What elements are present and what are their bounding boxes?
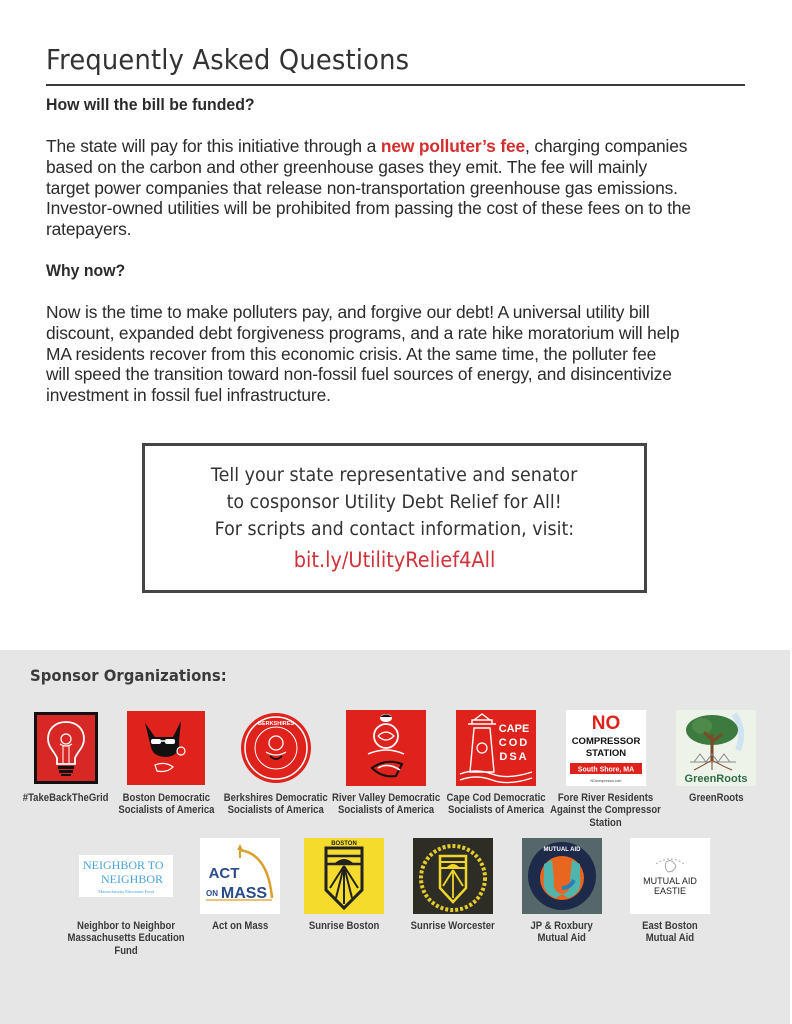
svg-text:MUTUAL AID: MUTUAL AID bbox=[643, 876, 697, 886]
sponsor-neighbor-to-neighbor bbox=[66, 838, 186, 957]
svg-text:MUTUAL AID: MUTUAL AID bbox=[543, 847, 581, 853]
utility-relief-link[interactable]: bit.ly/UtilityRelief4All bbox=[293, 547, 496, 572]
faq-answer-funding bbox=[46, 136, 746, 240]
svg-text:ACT: ACT bbox=[208, 865, 240, 882]
polluter-fee-link[interactable]: new polluter’s fee bbox=[380, 136, 526, 156]
svg-text:DSA: DSA bbox=[499, 751, 529, 763]
mutual-aid-eastie-wordmark bbox=[630, 838, 710, 914]
cta-line: For scripts and contact information, visit: bbox=[214, 517, 575, 540]
svg-text:CAPE: CAPE bbox=[498, 723, 530, 735]
sponsor-name: River Valley Democratic Socialists of America bbox=[331, 792, 441, 817]
sponsor-cape-cod-dsa bbox=[436, 710, 556, 817]
svg-text:GreenRoots: GreenRoots bbox=[684, 773, 748, 785]
sponsor-name: Boston Democratic Socialists of America bbox=[117, 792, 215, 817]
answer-line: Investor-owned utilities will be prohibited from passing the cost of these fees on to the bbox=[46, 198, 691, 219]
sponsor-name: #TakeBackTheGrid bbox=[23, 792, 109, 804]
svg-text:NOcompressor.com: NOcompressor.com bbox=[590, 779, 622, 783]
sponsors-title: Sponsor Organizations: bbox=[30, 666, 227, 685]
sponsor-name: Cape Cod Democratic Socialists of America bbox=[446, 792, 546, 817]
svg-text:COMPRESSOR: COMPRESSOR bbox=[571, 736, 641, 747]
answer-line: MA residents recover from this economic crisis. At the same time, the polluter fee bbox=[46, 343, 657, 364]
sponsor-berkshires-dsa bbox=[216, 710, 336, 817]
sponsor-greenroots bbox=[656, 710, 776, 804]
faq-question-why-now: Why now? bbox=[46, 261, 126, 280]
sponsor-river-valley-dsa bbox=[326, 710, 446, 817]
svg-text:BOSTON: BOSTON bbox=[331, 841, 357, 847]
rose-bird-icon bbox=[346, 710, 426, 786]
sponsor-fore-river-residents bbox=[546, 710, 666, 829]
sponsor-sunrise-worcester bbox=[393, 838, 513, 932]
lighthouse-icon bbox=[456, 710, 536, 786]
mutual-aid-arms-icon bbox=[522, 838, 602, 914]
sponsor-name: Fore River Residents Against the Compressor Station bbox=[550, 792, 662, 829]
svg-text:Massachusetts Education Fund: Massachusetts Education Fund bbox=[98, 889, 154, 894]
svg-text:EASTIE: EASTIE bbox=[653, 886, 687, 896]
sponsor-jp-roxbury-mutual-aid bbox=[502, 838, 622, 945]
sponsor-name: Berkshires Democratic Socialists of America bbox=[224, 792, 328, 817]
sponsor-east-boston-mutual-aid bbox=[610, 838, 730, 945]
sunrise-wreath-icon bbox=[413, 838, 493, 914]
sponsor-section bbox=[0, 650, 790, 1024]
sponsor-boston-dsa bbox=[106, 710, 226, 817]
tree-roots-icon bbox=[676, 710, 756, 786]
sponsor-name: Sunrise Boston bbox=[308, 920, 380, 932]
svg-text:COD: COD bbox=[498, 737, 530, 749]
svg-text:STATION: STATION bbox=[585, 748, 627, 759]
svg-text:ON: ON bbox=[206, 889, 218, 898]
act-on-mass-wordmark bbox=[200, 838, 280, 914]
title-divider bbox=[46, 84, 745, 86]
n2n-wordmark bbox=[78, 838, 174, 914]
sponsor-name: Act on Mass bbox=[211, 920, 269, 932]
faq-section bbox=[46, 40, 746, 406]
lightbulb-rose-icon bbox=[26, 710, 106, 786]
answer-line: based on the carbon and other greenhouse gases they emit. The fee will mainly bbox=[46, 156, 648, 177]
svg-text:South Shore, MA: South Shore, MA bbox=[577, 766, 635, 774]
sponsor-name: Neighbor to Neighbor Massachusetts Education Fund bbox=[67, 920, 185, 957]
sponsor-act-on-mass bbox=[180, 838, 300, 932]
dsa-seal-icon bbox=[236, 710, 316, 786]
faq-title: Frequently Asked Questions bbox=[46, 43, 410, 76]
answer-line: discount, expanded debt forgiveness programs, and a rate hike moratorium will help bbox=[46, 322, 680, 343]
answer-line: The state will pay for this initiative through a new polluter’s fee, charging companies bbox=[46, 136, 688, 156]
dog-sunglasses-icon bbox=[126, 710, 206, 786]
svg-text:NEIGHBOR: NEIGHBOR bbox=[101, 872, 163, 886]
sponsor-name: JP & Roxbury Mutual Aid bbox=[530, 920, 594, 945]
answer-line: investment in fossil fuel infrastructure. bbox=[46, 385, 331, 406]
answer-line: ratepayers. bbox=[46, 219, 132, 240]
sponsor-name: Sunrise Worcester bbox=[410, 920, 496, 932]
svg-text:MASS: MASS bbox=[220, 885, 268, 902]
answer-line: target power companies that release non-transportation greenhouse gas emissions. bbox=[46, 177, 678, 198]
answer-line: Now is the time to make polluters pay, and forgive our debt! A universal utility bill bbox=[46, 301, 650, 322]
sunrise-shield-icon bbox=[304, 838, 384, 914]
svg-text:BERKSHIRES: BERKSHIRES bbox=[257, 721, 295, 727]
faq-body bbox=[46, 94, 746, 406]
sponsor-name: East Boston Mutual Aid bbox=[642, 920, 698, 945]
call-to-action-box bbox=[142, 443, 647, 593]
cta-line: Tell your state representative and senator bbox=[211, 463, 578, 486]
sponsor-name: GreenRoots bbox=[688, 792, 744, 804]
cta-line: to cosponsor Utility Debt Relief for All! bbox=[226, 490, 563, 513]
answer-line: will speed the transition toward non-fossil fuel sources of energy, and disincentivize bbox=[46, 364, 672, 385]
faq-answer-why-now bbox=[46, 302, 746, 406]
svg-text:NO: NO bbox=[591, 713, 621, 734]
svg-text:NEIGHBOR TO: NEIGHBOR TO bbox=[83, 858, 164, 872]
faq-question-funding: How will the bill be funded? bbox=[46, 96, 255, 114]
no-compressor-sign bbox=[566, 710, 646, 786]
sponsor-sunrise-boston bbox=[284, 838, 404, 932]
